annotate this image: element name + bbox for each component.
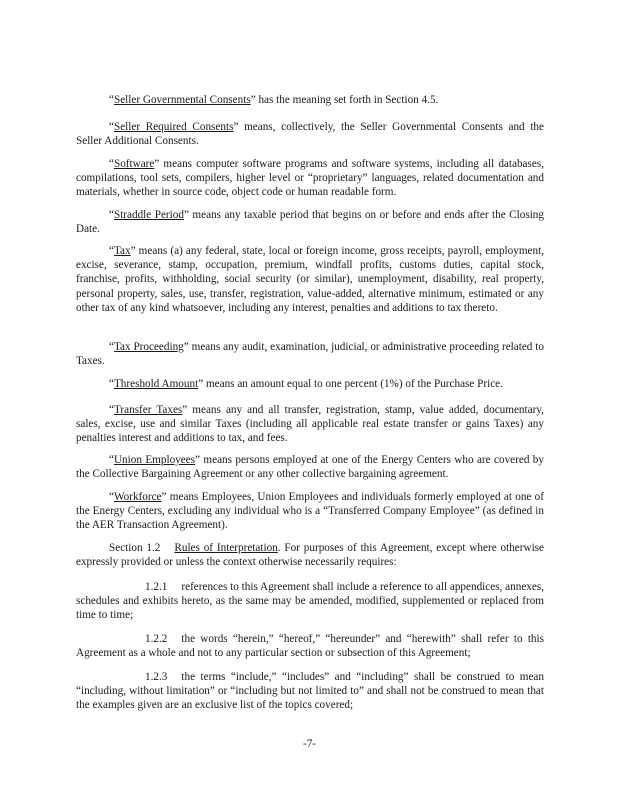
defined-term: Straddle Period — [113, 209, 184, 221]
defined-term: Seller Required Consents — [113, 121, 234, 133]
subsection-number: 1.2.1 — [145, 581, 168, 593]
section-heading: Rules of Interpretation — [174, 542, 278, 554]
section-number: Section 1.2 — [109, 542, 161, 554]
definition-threshold-amount: “Threshold Amount” means an amount equal to one percent (1%) of the Purchase Price. — [109, 378, 503, 390]
defined-term: Transfer Taxes — [113, 404, 183, 416]
subsection-number: 1.2.2 — [145, 633, 168, 645]
defined-term: Union Employees — [113, 454, 196, 466]
subsection-number: 1.2.3 — [145, 671, 168, 683]
definition-seller-governmental-consents: “Seller Governmental Consents” has the meaning set forth in Section 4.5. — [109, 94, 439, 106]
definition-straddle-period: “Straddle Period” means any taxable period that begins on or before and ends after the Closing Date. — [76, 209, 544, 236]
subsection-1-2-3: 1.2.3 the terms “include,” “includes” and “including” shall be construed to mean “including, without limitation” or “including but not limited to” and shall not be construed to mean that the examples given are an exclusive list of the topics covered; — [76, 671, 544, 712]
definition-union-employees: “Union Employees” means persons employed at one of the Energy Centers who are covered by the Collective Bargaining Agreement or any other collective bargaining agreement. — [76, 454, 544, 481]
defined-term: Software — [113, 158, 155, 170]
subsection-1-2-2: 1.2.2 the words “herein,” “hereof,” “hereunder” and “herewith” shall refer to this Agreement as a whole and not to any particular section or subsection of this Agreement; — [76, 633, 544, 660]
section-1-2: Section 1.2 Rules of Interpretation. For purposes of this Agreement, except where otherwise expressly provided or unless the context otherwise necessarily requires: — [76, 542, 544, 569]
defined-term: Threshold Amount — [113, 378, 199, 390]
definition-tax-proceeding: “Tax Proceeding” means any audit, examination, judicial, or administrative proceeding related to Taxes. — [76, 341, 544, 368]
defined-term: Workforce — [113, 491, 162, 503]
subsection-1-2-1: 1.2.1 references to this Agreement shall include a reference to all appendices, annexes, schedules and exhibits hereto, as the same may be amended, modified, supplemented or replaced from time to time; — [76, 581, 544, 622]
definition-seller-required-consents: “Seller Required Consents” means, collectively, the Seller Governmental Consents and the Seller Additional Consents. — [76, 121, 544, 148]
defined-term: Tax — [113, 245, 131, 257]
definition-transfer-taxes: “Transfer Taxes” means any and all transfer, registration, stamp, value added, documentary, sales, excise, use and similar Taxes (including all applicable real estate transfer or gains Taxes) any penalties interest and additions to tax, and fees. — [76, 404, 544, 445]
definition-workforce: “Workforce” means Employees, Union Employees and individuals formerly employed at one of the Energy Centers, excluding any individual who is a “Transferred Company Employee” (as defined in the AER Transaction Agreement). — [76, 491, 544, 532]
defined-term: Tax Proceeding — [113, 341, 184, 353]
defined-term: Seller Governmental Consents — [113, 94, 251, 106]
page-number: -7- — [302, 738, 317, 750]
definition-software: “Software” means computer software programs and software systems, including all databases, compilations, tool sets, compilers, higher level or “proprietary” languages, related documentation and materials, whether in source code, object code or human readable form. — [76, 158, 544, 199]
definition-tax: “Tax” means (a) any federal, state, local or foreign income, gross receipts, payroll, employment, excise, severance, stamp, occupation, premium, windfall profits, customs duties, capital stock, franchise, profits, withholding, social security (or similar), unemployment, disability, real property, personal property, sales, use, transfer, registration, value-added, alternative minimum, estimated or any other tax of any kind whatsoever, including any interest, penalties and additions to tax thereto. — [76, 245, 544, 314]
